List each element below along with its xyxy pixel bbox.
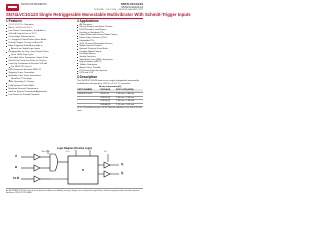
feature-item: Up to 100% Duty Cycle bbox=[6, 54, 72, 57]
application-item: Desktop or Notebook PCs bbox=[77, 32, 143, 35]
pin-label-qbar: Q̅ bbox=[121, 171, 124, 175]
part-number-1: SN74LVC1G123 bbox=[120, 2, 143, 6]
feature-item: Supports Down Translation bbox=[6, 72, 72, 75]
application-item: AV Receivers bbox=[77, 24, 143, 27]
table-cell: VSSOP (8) bbox=[100, 96, 116, 100]
table-cell: 1.91 mm × 0.91 mm bbox=[116, 103, 143, 107]
feature-item: Overriding Clear Terminates Output Pulse bbox=[6, 57, 72, 60]
feature-item: ±24-mA Output Drive at 3.3 V bbox=[6, 33, 72, 36]
application-item: Network Projector Front-Ends bbox=[77, 48, 143, 51]
buffer-q-icon bbox=[104, 162, 110, 168]
pin-label-q: Q bbox=[121, 162, 124, 166]
diagram-caption: Logic Diagram (Positive Logic) bbox=[56, 147, 93, 150]
logic-diagram bbox=[0, 0, 191, 198]
pin-label-clr: CLR̅ bbox=[13, 176, 20, 180]
feature-item: 2.4 V, 3.3 V, Vₒₒ Operation bbox=[6, 24, 72, 27]
description-text: The SN74LVC1G123 devices are single retriggerable monostable multivibrators designed for 1.65-V to 5.5-V Vₒₒ operation. bbox=[77, 80, 140, 85]
vcc-label: Vₒₒ bbox=[104, 151, 108, 153]
document-title: SN74LVC1G123 Single Retriggerable Monostable Multivibrator With Schmitt-Trigger Inputs bbox=[6, 12, 191, 17]
pin-label-cext: Cₑₓₜ bbox=[66, 151, 70, 153]
feature-item: Retriggerable for Very Long Output Pulses bbox=[6, 51, 72, 54]
device-info-caption: Device Information(1) bbox=[98, 86, 122, 89]
feature-item: ESD Protection Exceeds JESD 22 bbox=[6, 69, 72, 72]
description-heading: 3 Description bbox=[77, 75, 98, 80]
pin-label-rext: Rₑₓₜ/Cₑₓₜ bbox=[42, 151, 51, 153]
feature-item: Available in the Texas Instruments bbox=[6, 75, 72, 78]
application-item: Mobile Internet Devices bbox=[77, 45, 143, 48]
table-footnote: (1) For all available packages, see the orderable addendum at the end of the data sheet. bbox=[77, 107, 142, 112]
feature-item: Overvoltage Tolerant Inputs bbox=[6, 36, 72, 39]
table-cell: SSOP (8) bbox=[100, 92, 116, 96]
application-item: Embedded PCs bbox=[77, 40, 143, 43]
block-label: R bbox=[82, 169, 84, 172]
application-item: DVR and DVS bbox=[77, 72, 143, 75]
feature-item: Glitch-Free Power-Up Reset on Outputs bbox=[6, 60, 72, 63]
features-heading: 1 Features bbox=[6, 19, 22, 23]
feature-item: Schmitt-Trigger Circuitry on A̅ and B bbox=[6, 42, 72, 45]
and-gate-icon bbox=[50, 154, 58, 171]
table-cell: 2.95 mm × 2.80 mm bbox=[116, 92, 143, 96]
pin-label-a: A̅ bbox=[15, 154, 18, 158]
pin-label-b: B bbox=[15, 165, 18, 169]
application-item: Audio Docks: Portable bbox=[77, 67, 143, 70]
feature-item: Fully Dynamic Pulse Width bbox=[6, 85, 72, 88]
table-header-cell: PACKAGE bbox=[100, 89, 116, 92]
buffer-b-icon bbox=[34, 165, 40, 171]
feature-item: Edge Triggered From Active-High or bbox=[6, 45, 72, 48]
feature-item: Iₒₒₒ Supports Partial-Power-Down Mode bbox=[6, 39, 72, 42]
feature-item: NanoFree™ Package bbox=[6, 78, 72, 81]
feature-item: Max tₚₑ of 10 ns at 3.3 V bbox=[6, 27, 72, 30]
brand-text: TEXAS INSTRUMENTS bbox=[21, 3, 47, 6]
part-number-2: SN74LVC1G123-Q1 bbox=[121, 6, 143, 9]
feature-item: Wide Operating Vₒₒ Range bbox=[6, 81, 72, 84]
table-cell: X2SON (8) bbox=[100, 100, 116, 104]
application-item: Smoke Detectors bbox=[77, 56, 143, 59]
application-item: GPS: Personal Navigation Devices bbox=[77, 43, 143, 46]
table-cell: 2.30 mm × 2.00 mm bbox=[116, 96, 143, 100]
table-cell: 1.40 mm × 1.00 mm bbox=[116, 100, 143, 104]
buffer-a-icon bbox=[34, 154, 40, 160]
applications-heading: 2 Applications bbox=[77, 19, 99, 23]
application-item: DLP Front Projection System bbox=[77, 70, 143, 73]
application-item: Pro Audio Mixers bbox=[77, 53, 143, 56]
feature-item: Low Power Consumption, 10-µA Max Iₒₒ bbox=[6, 30, 72, 33]
feature-item: Active-Low Gated Logic Inputs bbox=[6, 48, 72, 51]
table-cell: SN74LVC1G123 bbox=[77, 92, 100, 96]
footer-notice: An IMPORTANT NOTICE at the end of this data sheet addresses availability, warranty, changes, use in safety-critical applications, intellectual property matters and other important disclaimers. PRODUCTION DATA. bbox=[6, 188, 143, 199]
feature-item: Ideal for Space-Constrained Applications bbox=[6, 91, 72, 94]
table-header-cell: PART NUMBER bbox=[77, 89, 100, 92]
table-header-cell: BODY SIZE (NOM) bbox=[116, 89, 143, 92]
application-item: DVD Recorders and Players bbox=[77, 29, 143, 32]
table-cell: DSBGA (8) bbox=[100, 103, 116, 107]
application-item: Tablets: Enterprise bbox=[77, 64, 143, 67]
application-item: Digital Radio and Internet Radio Players bbox=[77, 34, 143, 37]
feature-item: Latch-Up Performance Exceeds 100 mA bbox=[6, 63, 72, 66]
application-item: Blu-ray Players and Home Theater bbox=[77, 26, 143, 29]
revision-line: SCES586I – JULY 2004 – REVISED JANUARY 2016 bbox=[94, 9, 143, 11]
feature-item: Minimum External Components bbox=[6, 88, 72, 91]
feature-item: Low Power for Portable Systems bbox=[6, 94, 72, 97]
application-item: Portable Media Players bbox=[77, 51, 143, 54]
application-item: Solid State Drive (SSD): Enterprise bbox=[77, 59, 143, 62]
buffer-clr-icon bbox=[34, 176, 40, 182]
feature-item: Per JESD 78, Class II bbox=[6, 66, 72, 69]
application-item: Digital Video Cameras (DVC) bbox=[77, 37, 143, 40]
application-item: High-Definition (HDTV) bbox=[77, 61, 143, 64]
buffer-qbar-icon bbox=[104, 171, 110, 177]
